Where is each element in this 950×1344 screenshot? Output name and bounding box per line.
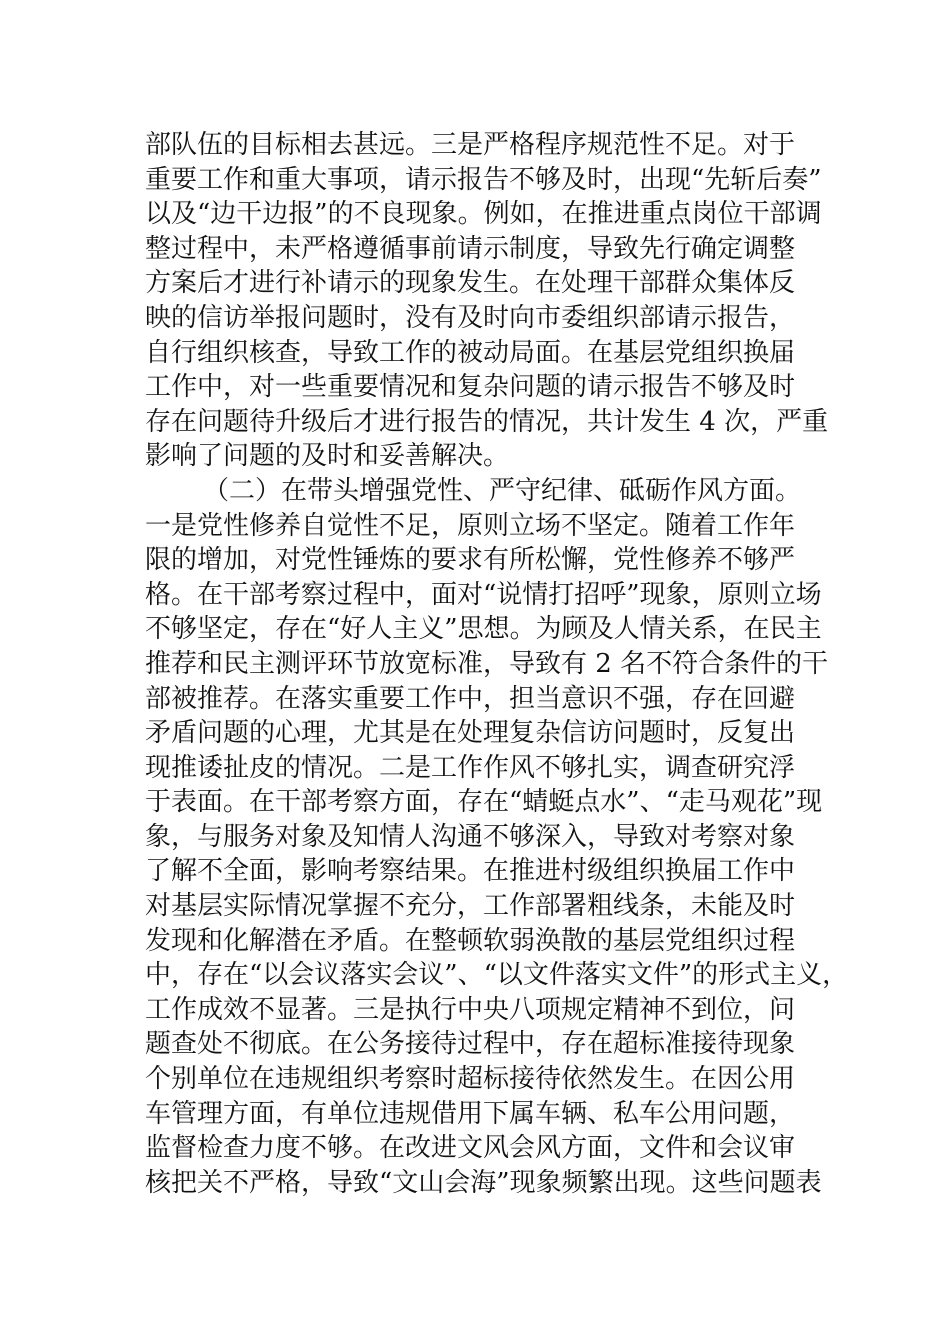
- text-line: 工作中，对一些重要情况和复杂问题的请示报告不够及时: [145, 372, 796, 403]
- text-line: 影响了问题的及时和妥善解决。: [145, 441, 510, 472]
- text-line: 重要工作和重大事项，请示报告不够及时，出现“先斩后奏”: [145, 164, 822, 195]
- text-line: 部被推荐。在落实重要工作中，担当意识不强，存在回避: [145, 683, 796, 714]
- text-line: 存在问题待升级后才进行报告的情况，共计发生 4 次，严重: [145, 406, 829, 437]
- text-line: 格。在干部考察过程中，面对“说情打招呼”现象，原则立场: [145, 579, 822, 610]
- text-line: 象，与服务对象及知情人沟通不够深入，导致对考察对象: [145, 821, 796, 852]
- text-line: 个别单位在违规组织考察时超标接待依然发生。在因公用: [145, 1064, 796, 1095]
- text-line: 了解不全面，影响考察结果。在推进村级组织换届工作中: [145, 856, 796, 887]
- section-heading: （二）在带头增强党性、严守纪律、砥砺作风方面。: [203, 475, 802, 506]
- text-line: 现推诿扯皮的情况。二是工作作风不够扎实，调查研究浮: [145, 752, 796, 783]
- text-line: 部队伍的目标相去甚远。三是严格程序规范性不足。对于: [145, 130, 796, 160]
- text-line: 映的信访举报问题时，没有及时向市委组织部请示报告，: [145, 302, 796, 333]
- text-line: 发现和化解潜在矛盾。在整顿软弱涣散的基层党组织过程: [145, 925, 796, 956]
- text-line: 方案后才进行补请示的现象发生。在处理干部群众集体反: [145, 268, 796, 299]
- text-line: 限的增加，对党性锤炼的要求有所松懈，党性修养不够严: [145, 545, 796, 576]
- text-line: 题查处不彻底。在公务接待过程中，存在超标准接待现象: [145, 1029, 796, 1060]
- text-line: 推荐和民主测评环节放宽标准，导致有 2 名不符合条件的干: [145, 648, 829, 679]
- text-line: 监督检查力度不够。在改进文风会风方面，文件和会议审: [145, 1133, 796, 1164]
- text-line: 自行组织核查，导致工作的被动局面。在基层党组织换届: [145, 337, 796, 368]
- text-line: 车管理方面，有单位违规借用下属车辆、私车公用问题，: [145, 1098, 796, 1129]
- text-line: 以及“边干边报”的不良现象。例如，在推进重点岗位干部调: [145, 199, 822, 230]
- text-line: 核把关不严格，导致“文山会海”现象频繁出现。这些问题表: [145, 1167, 822, 1198]
- text-line: 于表面。在干部考察方面，存在“蜻蜓点水”、“走马观花”现: [145, 787, 823, 818]
- text-line: 矛盾问题的心理，尤其是在处理复杂信访问题时，反复出: [145, 718, 796, 749]
- text-line: 对基层实际情况掌握不充分，工作部署粗线条，未能及时: [145, 891, 796, 922]
- text-line: 一是党性修养自觉性不足，原则立场不坚定。随着工作年: [145, 510, 796, 541]
- text-line: 中，存在“以会议落实会议”、“以文件落实文件”的形式主义，: [145, 960, 849, 991]
- text-line: 不够坚定，存在“好人主义”思想。为顾及人情关系，在民主: [145, 614, 822, 645]
- text-line: 工作成效不显著。三是执行中央八项规定精神不到位，问: [145, 994, 796, 1025]
- text-line: 整过程中，未严格遵循事前请示制度，导致先行确定调整: [145, 233, 796, 264]
- body-text: [145, 128, 849, 1200]
